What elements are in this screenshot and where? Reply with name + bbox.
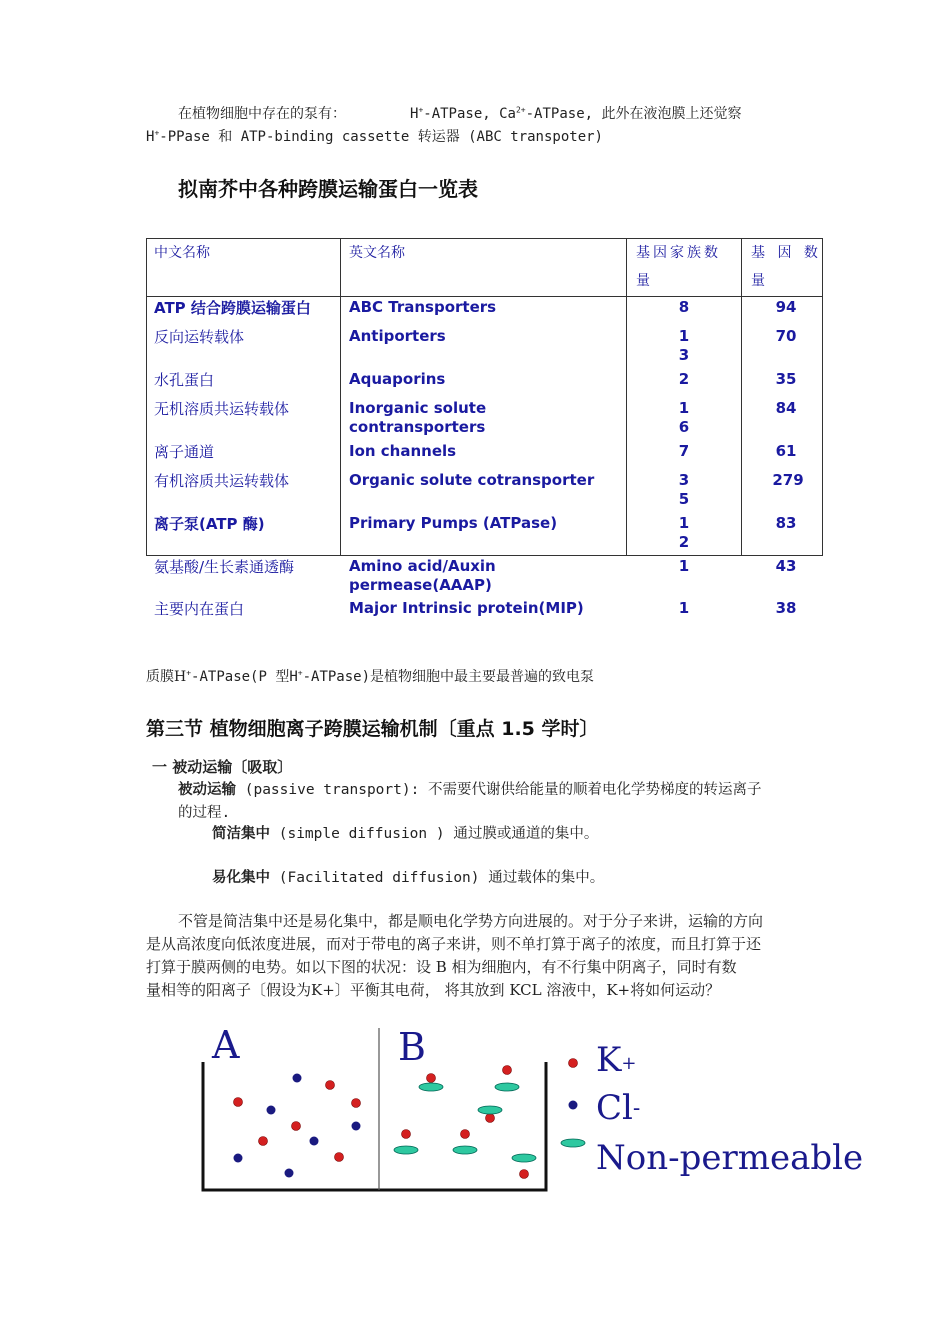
intro-h-sup: +	[418, 105, 424, 115]
cl-ion	[285, 1169, 294, 1178]
legend-cl-text: Cl	[596, 1088, 633, 1128]
non-permeable-ion	[512, 1154, 536, 1162]
diffusion-figure	[0, 1010, 950, 1210]
row-cn-text: 离子泵(ATP 酶)	[154, 515, 265, 533]
passive-term: 被动运输	[178, 782, 236, 798]
row-cn: 有机溶质共运转载体	[154, 472, 290, 490]
table-frame	[146, 238, 823, 556]
intro2-suffix: -PPase 和 ATP-binding cassette 转运器 (ABC transpoter)	[159, 129, 603, 145]
k-ion	[259, 1137, 268, 1146]
subsection-passive: 一 被动运输〔吸取〕	[152, 758, 293, 776]
row-fam: 1	[678, 599, 690, 617]
intro-line-1	[178, 103, 741, 123]
pm-c: -ATPase)是植物细胞中最主要最普遍的致电泵	[302, 669, 595, 685]
row-en-2: permease(AAAP)	[349, 576, 492, 594]
k-ion	[427, 1074, 436, 1083]
non-permeable-ion	[478, 1106, 502, 1114]
cl-ion	[352, 1122, 361, 1131]
legend-k-marker	[569, 1059, 578, 1068]
k-ion	[461, 1130, 470, 1139]
k-ion	[326, 1081, 335, 1090]
particles-b	[394, 1066, 536, 1179]
row-fam-2: 2	[678, 533, 690, 551]
non-permeable-ion	[419, 1083, 443, 1091]
k-ion	[503, 1066, 512, 1075]
intro-h: H	[410, 106, 419, 122]
legend-cl-marker	[569, 1101, 578, 1110]
k-ion	[335, 1153, 344, 1162]
label-a: A	[212, 1023, 240, 1067]
row-count: 83	[775, 514, 797, 532]
non-permeable-ion	[453, 1146, 477, 1154]
k-ion	[402, 1130, 411, 1139]
legend-cl-sup: -	[632, 1096, 641, 1121]
legend	[561, 1040, 863, 1178]
header-count-2: 量	[751, 273, 765, 289]
cl-ion	[267, 1106, 276, 1115]
row-en: ABC Transporters	[349, 298, 497, 316]
row-fam: 7	[678, 442, 690, 460]
table-header-divider	[146, 296, 823, 297]
row-en: Inorganic solute	[349, 399, 487, 417]
pm-b-sup: +	[297, 668, 303, 678]
row-count: 70	[775, 327, 797, 345]
row-cn: 离子通道	[154, 443, 215, 461]
row-fam: 2	[678, 370, 690, 388]
simple-diffusion	[212, 822, 598, 843]
passive-def	[178, 778, 762, 799]
cl-ion	[293, 1074, 302, 1083]
header-count-1: 基 因 数	[751, 245, 822, 261]
row-en-2: contransporters	[349, 418, 486, 436]
passive-rest: (passive transport): 不需要代谢供给能量的顺着电化学势梯度的转运离子	[236, 782, 762, 798]
k-ion	[486, 1114, 495, 1123]
paragraph-line: 打算于膜两侧的电势。如以下图的状况：设 B 相为细胞内，有不行集中阴离子，同时有数	[146, 958, 737, 976]
facilitated-diffusion	[212, 866, 604, 887]
intro-line1-prefix: 在植物细胞中存在的泵有：	[178, 106, 346, 122]
row-fam: 1	[678, 514, 690, 532]
paragraph-line: 不管是简洁集中还是易化集中，都是顺电化学势方向进展的。对于分子来讲，运输的方向	[178, 912, 764, 930]
intro-ca-sup: 2+	[515, 105, 526, 115]
label-b: B	[398, 1025, 426, 1069]
row-en: Organic solute cotransporter	[349, 471, 595, 489]
section-heading: 第三节 植物细胞离子跨膜运输机制〔重点 1.5 学时〕	[146, 718, 599, 740]
header-family-1: 基因家族数	[636, 245, 721, 261]
passive-def-2: 的过程.	[178, 805, 231, 821]
legend-k-text: K	[596, 1040, 622, 1080]
cl-ion	[310, 1137, 319, 1146]
header-family-2: 量	[636, 273, 650, 289]
row-cn: ATP 结合跨膜运输蛋白	[154, 299, 311, 317]
row-en: Ion channels	[349, 442, 457, 460]
non-permeable-ion	[495, 1083, 519, 1091]
legend-k-sup: +	[621, 1053, 637, 1074]
header-en: 英文名称	[349, 245, 405, 261]
facil-rest: (Facilitated diffusion) 通过载体的集中。	[270, 870, 605, 886]
particles-a	[234, 1074, 361, 1178]
row-cn: 主要内在蛋白	[154, 600, 245, 618]
row-fam-2: 5	[678, 490, 690, 508]
row-cn: 反向运转载体	[154, 328, 245, 346]
row-count: 35	[775, 370, 797, 388]
legend-k-label	[596, 1040, 637, 1080]
table-divider	[340, 238, 341, 556]
row-fam: 1	[678, 557, 690, 575]
row-count: 279	[772, 471, 804, 489]
row-cn	[154, 515, 265, 534]
row-cn: 无机溶质共运转载体	[154, 400, 290, 418]
header-cn: 中文名称	[154, 245, 210, 261]
non-permeable-ion	[394, 1146, 418, 1154]
row-cn: 水孔蛋白	[154, 371, 215, 389]
intro-suffix: -ATPase, 此外在液泡膜上还觉察	[525, 106, 742, 122]
row-count: 38	[775, 599, 797, 617]
intro2-h: H	[146, 129, 155, 145]
legend-np-label: Non-permeable	[596, 1138, 864, 1178]
intro2-h-sup: +	[154, 128, 160, 138]
legend-cl-label	[596, 1088, 640, 1128]
row-fam: 1	[678, 327, 690, 345]
intro-line-2	[146, 126, 603, 146]
row-fam-2: 3	[678, 346, 690, 364]
k-ion	[234, 1098, 243, 1107]
row-count: 61	[775, 442, 797, 460]
pm-b: -ATPase(P 型H	[191, 669, 298, 685]
row-count: 84	[775, 399, 797, 417]
cl-ion	[234, 1154, 243, 1163]
pm-a: 质膜H	[146, 669, 187, 685]
k-ion	[352, 1099, 361, 1108]
simple-term: 简洁集中	[212, 826, 270, 842]
row-fam: 8	[678, 298, 690, 316]
row-fam: 1	[678, 399, 690, 417]
row-cn: 氨基酸/生长素通透酶	[154, 558, 295, 576]
row-en: Primary Pumps (ATPase)	[349, 514, 558, 532]
row-count: 43	[775, 557, 797, 575]
k-ion	[292, 1122, 301, 1131]
table-divider	[741, 238, 742, 556]
row-count: 94	[775, 298, 797, 316]
paragraph-line: 量相等的阳离子〔假设为K+〕平衡其电荷， 将其放到 KCL 溶液中，K+将如何运动？	[146, 981, 721, 999]
table-divider	[626, 238, 627, 556]
table-title: 拟南芥中各种跨膜运输蛋白一览表	[178, 177, 478, 201]
row-fam-2: 6	[678, 418, 690, 436]
row-en: Amino acid/Auxin	[349, 557, 496, 575]
pm-a-sup: +	[186, 668, 192, 678]
row-en: Major Intrinsic protein(MIP)	[349, 599, 584, 617]
row-en: Aquaporins	[349, 370, 446, 388]
facil-term: 易化集中	[212, 870, 270, 886]
intro-mid: -ATPase, Ca	[423, 106, 516, 122]
row-en: Antiporters	[349, 327, 446, 345]
row-fam: 3	[678, 471, 690, 489]
legend-np-marker	[561, 1139, 585, 1147]
pm-atpase-line	[146, 666, 594, 686]
simple-rest: (simple diffusion ) 通过膜或通道的集中。	[270, 826, 599, 842]
container-outline	[203, 1062, 546, 1190]
k-ion	[520, 1170, 529, 1179]
paragraph-line: 是从高浓度向低浓度进展，而对于带电的离子来讲，则不单打算于离子的浓度，而且打算于还	[146, 935, 762, 953]
